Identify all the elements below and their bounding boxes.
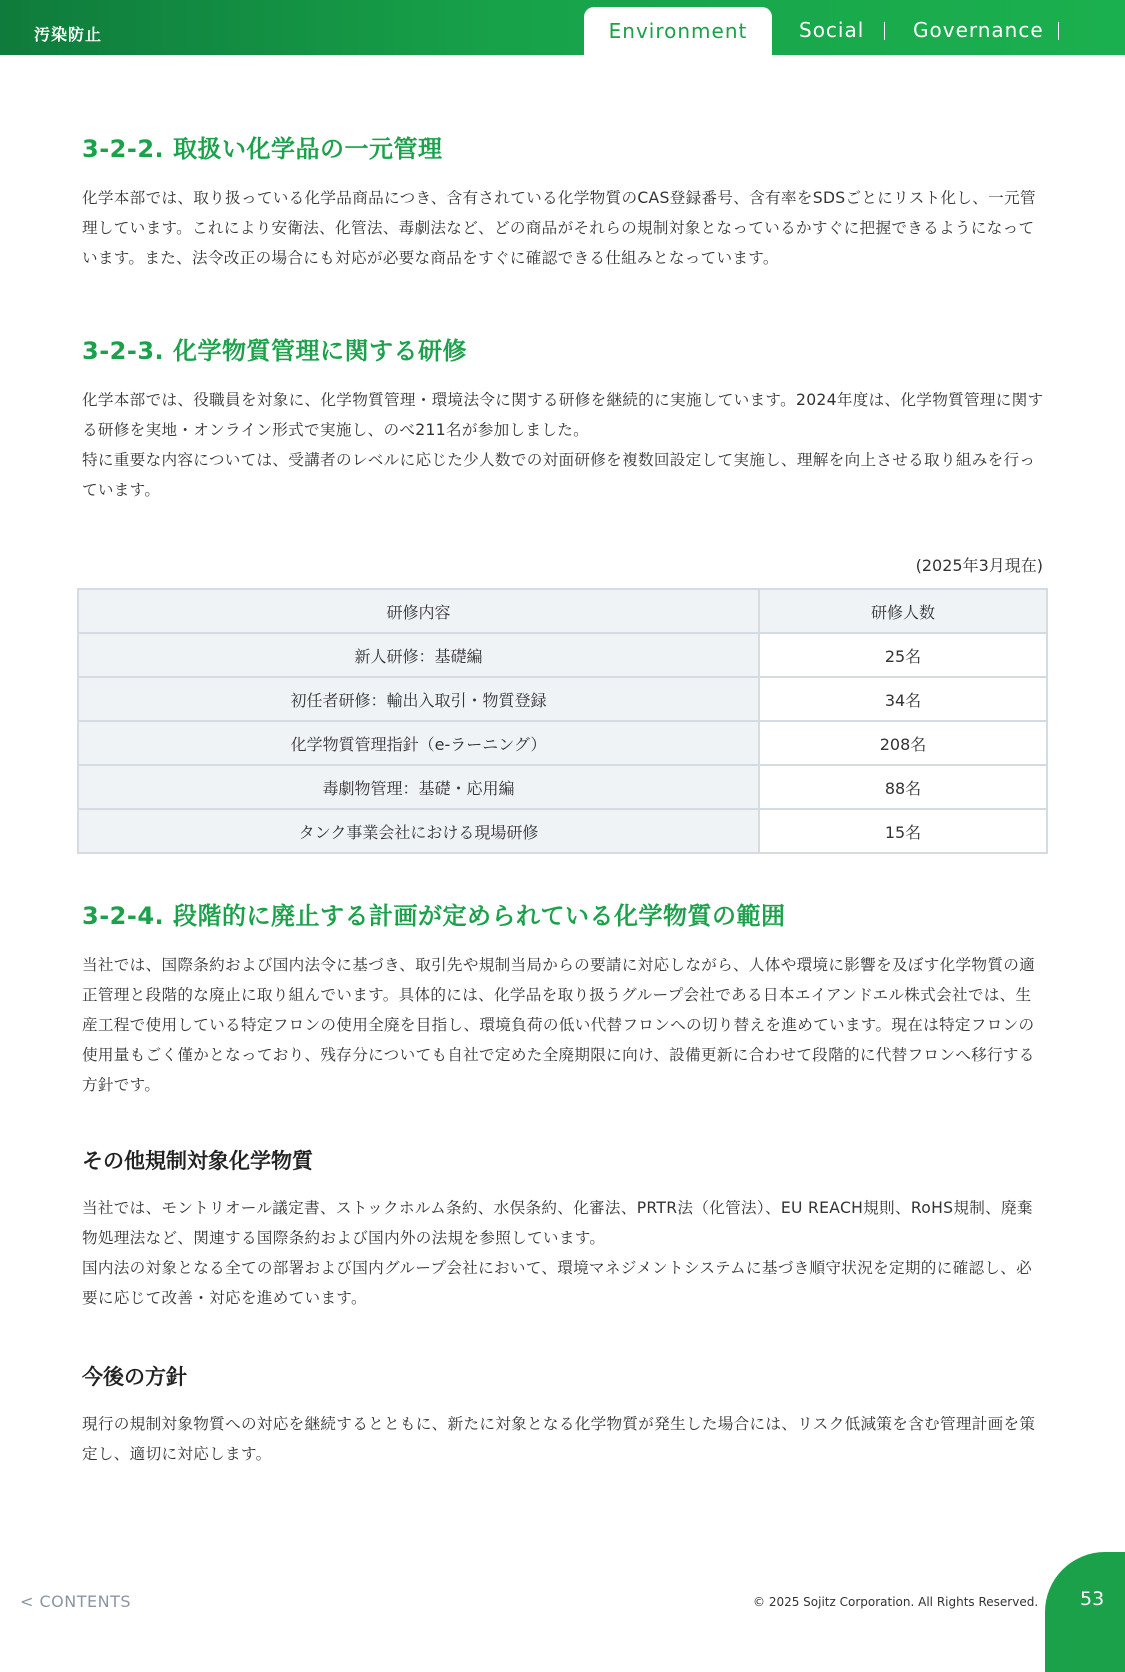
table-header-row <box>78 589 1047 633</box>
header-cell-count: 研修人数 <box>759 589 1047 633</box>
paragraph-text: 特に重要な内容については、受講者のレベルに応じた少人数での対面研修を複数回設定して実施し、理解を向上させる取り組みを行っています。 <box>82 451 1036 499</box>
page-header <box>0 0 1125 55</box>
cell-count: 25名 <box>759 633 1047 677</box>
paragraph-3-2-4 <box>82 950 1044 1100</box>
paragraph-text: 国内法の対象となる全ての部署および国内グループ会社において、環境マネジメントシステムに基づき順守状況を定期的に確認し、必要に応じて改善・対応を進めています。 <box>82 1259 1033 1307</box>
heading-3-2-4: 3-2-4. 段階的に廃止する計画が定められている化学物質の範囲 <box>82 902 786 930</box>
as-of-date: (2025年3月現在) <box>915 556 1043 575</box>
section-label: 汚染防止 <box>34 25 103 44</box>
cell-content: タンク事業会社における現場研修 <box>78 809 759 853</box>
table-row <box>78 809 1047 853</box>
page-badge <box>1045 1552 1125 1672</box>
heading-other-regulated: その他規制対象化学物質 <box>82 1149 313 1173</box>
cell-count: 208名 <box>759 721 1047 765</box>
paragraph-text: 化学本部では、役職員を対象に、化学物質管理・環境法令に関する研修を継続的に実施しています。2024年度は、化学物質管理に関する研修を実地・オンライン形式で実施し、のべ211名が参加しました。 <box>82 391 1044 439</box>
tab-environment[interactable]: Environment <box>584 7 772 55</box>
header-cell-content: 研修内容 <box>78 589 759 633</box>
table-row <box>78 677 1047 721</box>
cell-content: 新人研修：基礎編 <box>78 633 759 677</box>
paragraph-text: 当社では、モントリオール議定書、ストックホルム条約、水俣条約、化審法、PRTR法（化管法）、EU REACH規則、RoHS規制、廃棄物処理法など、関連する国際条約および国内外の法規を参照しています。 <box>82 1199 1033 1247</box>
cell-count: 88名 <box>759 765 1047 809</box>
tab-divider <box>884 22 885 40</box>
cell-count: 15名 <box>759 809 1047 853</box>
table-row <box>78 765 1047 809</box>
tab-social[interactable]: Social <box>799 18 865 42</box>
copyright-text: © 2025 Sojitz Corporation. All Rights Reserved. <box>753 1595 1039 1609</box>
table-row <box>78 633 1047 677</box>
paragraph-text: 当社では、国際条約および国内法令に基づき、取引先や規制当局からの要請に対応しながら、人体や環境に影響を及ぼす化学物質の適正管理と段階的な廃止に取り組んでいます。具体的には、化学品を取り扱うグループ会社である日本エイアンドエル株式会社では、生産工程で使用している特定フロンの使用全廃を目指し、環境負荷の低い代替フロンへの切り替えを進めています。現在は特定フロンの使用量もごく僅かとなっており、残存分についても自社で定めた全廃期限に向け、設備更新に合わせて段階的に代替フロンへ移行する方針です。 <box>82 956 1036 1094</box>
page-number: 53 <box>1080 1588 1105 1610</box>
tab-divider <box>1058 22 1059 40</box>
cell-content: 初任者研修：輸出入取引・物質登録 <box>78 677 759 721</box>
heading-3-2-3: 3-2-3. 化学物質管理に関する研修 <box>82 337 467 365</box>
paragraph-3-2-2 <box>82 183 1044 273</box>
paragraph-text: 化学本部では、取り扱っている化学品商品につき、含有されている化学物質のCAS登録番号、含有率をSDSごとにリスト化し、一元管理しています。これにより安衛法、化管法、毒劇法など、どの商品がそれらの規制対象となっているかすぐに把握できるようになっています。また、法令改正の場合にも対応が必要な商品をすぐに確認できる仕組みとなっています。 <box>82 189 1036 267</box>
cell-content: 毒劇物管理：基礎・応用編 <box>78 765 759 809</box>
tab-governance[interactable]: Governance <box>913 18 1044 42</box>
training-table <box>77 588 1048 854</box>
contents-link[interactable]: < CONTENTS <box>20 1592 132 1611</box>
paragraph-3-2-3 <box>82 385 1044 505</box>
heading-future-policy: 今後の方針 <box>82 1365 187 1389</box>
cell-content: 化学物質管理指針（e-ラーニング） <box>78 721 759 765</box>
paragraph-other-regulated <box>82 1193 1044 1313</box>
cell-count: 34名 <box>759 677 1047 721</box>
table-row <box>78 721 1047 765</box>
heading-3-2-2: 3-2-2. 取扱い化学品の一元管理 <box>82 135 443 163</box>
paragraph-future-policy <box>82 1409 1044 1469</box>
paragraph-text: 現行の規制対象物質への対応を継続するとともに、新たに対象となる化学物質が発生した場合には、リスク低減策を含む管理計画を策定し、適切に対応します。 <box>82 1415 1036 1463</box>
